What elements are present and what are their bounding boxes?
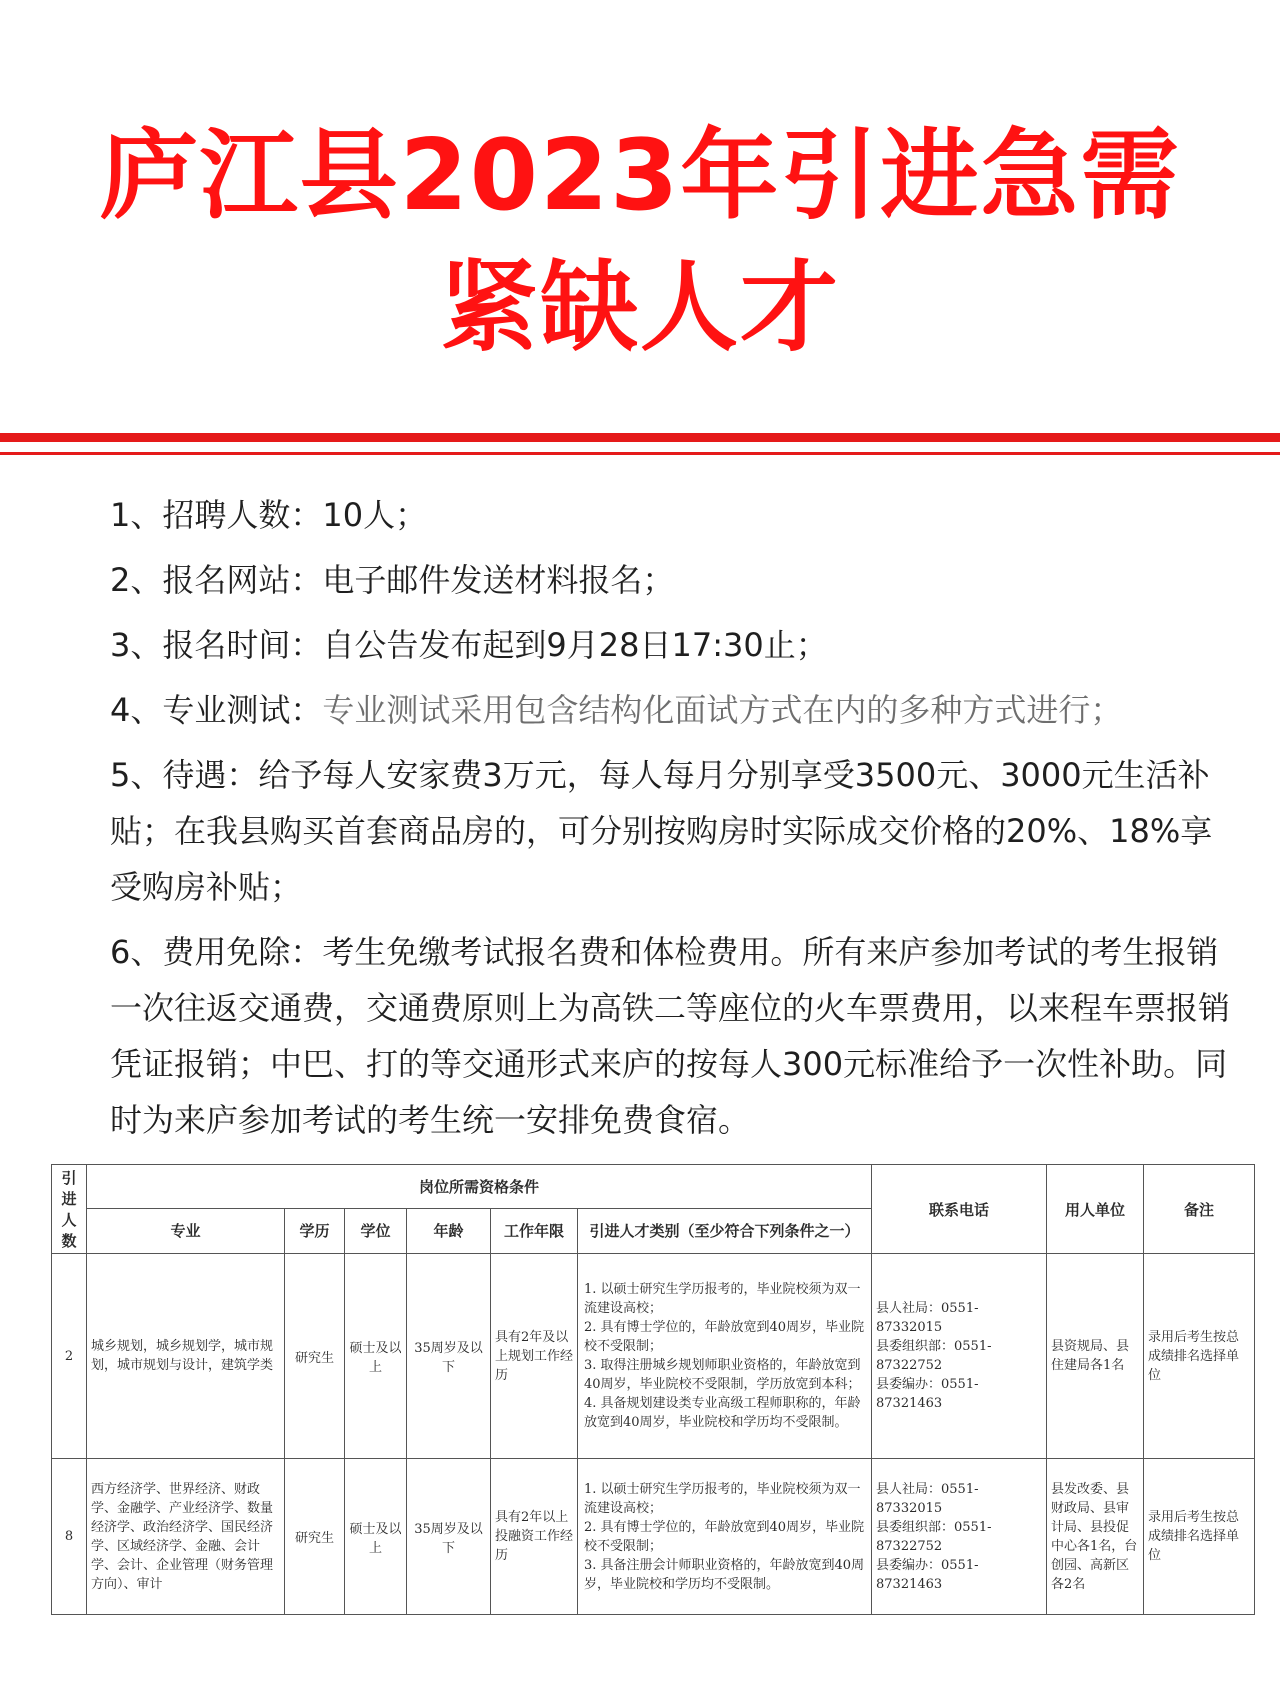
header-phone: 联系电话 (872, 1165, 1047, 1254)
category-line: 2. 具有博士学位的，年龄放宽到40周岁，毕业院校不受限制； (584, 1519, 865, 1554)
header-experience: 工作年限 (491, 1208, 578, 1253)
item-number: 3、 (110, 626, 163, 664)
phone-line: 县人社局：0551-87332015 (876, 1481, 979, 1516)
cell-age: 35周岁及以下 (407, 1459, 491, 1615)
item-text: 10人； (322, 496, 428, 534)
cell-major: 城乡规划，城乡规划学，城市规划，城市规划与设计，建筑学类 (87, 1254, 285, 1459)
info-item-test (110, 682, 1230, 738)
cell-experience: 具有2年及以上规划工作经历 (491, 1254, 578, 1459)
item-label: 报名网站： (162, 561, 323, 599)
item-number: 6、 (110, 933, 163, 971)
header-count: 引进人数 (52, 1165, 87, 1254)
phone-line: 县委组织部：0551-87322752 (876, 1519, 992, 1554)
item-label: 费用免除： (162, 933, 323, 971)
cell-major: 西方经济学、世界经济、财政学、金融学、产业经济学、数量经济学、政治经济学、国民经济学、区域经济学、金融、会计学、会计、企业管理（财务管理方向）、审计 (87, 1459, 285, 1615)
phone-line: 县委组织部：0551-87322752 (876, 1339, 992, 1373)
info-list (110, 487, 1230, 1157)
info-item-count (110, 487, 1230, 543)
title-line-1: 庐江县2023年引进急需 (99, 119, 1181, 233)
table-row (52, 1254, 1255, 1459)
header-divider-thick (0, 433, 1280, 442)
item-label: 报名时间： (162, 626, 323, 664)
info-item-website (110, 552, 1230, 608)
cell-category (578, 1254, 872, 1459)
header-age: 年龄 (407, 1208, 491, 1253)
category-line: 1. 以硕士研究生学历报考的，毕业院校须为双一流建设高校； (584, 1282, 861, 1316)
positions-table (51, 1164, 1255, 1615)
item-text: 自公告发布起到9月28日17:30止； (322, 626, 828, 664)
header-employer: 用人单位 (1047, 1165, 1144, 1254)
category-line: 1. 以硕士研究生学历报考的，毕业院校须为双一流建设高校； (584, 1481, 861, 1516)
item-text: 给予每人安家费3万元，每人每月分别享受3500元、3000元生活补贴；在我县购买首套商品房的，可分别按购房时实际成交价格的20%、18%享受购房补贴； (110, 756, 1213, 906)
header-conditions: 岗位所需资格条件 (87, 1165, 872, 1209)
cell-experience: 具有2年以上投融资工作经历 (491, 1459, 578, 1615)
header-education: 学历 (285, 1208, 345, 1253)
item-text: 专业测试采用包含结构化面试方式在内的多种方式进行； (322, 691, 1123, 729)
header-note: 备注 (1144, 1165, 1255, 1254)
title-line-2: 紧缺人才 (439, 251, 840, 365)
phone-line: 县人社局：0551-87332015 (876, 1301, 979, 1335)
cell-education: 研究生 (285, 1459, 345, 1615)
item-text: 考生免缴考试报名费和体检费用。所有来庐参加考试的考生报销一次往返交通费，交通费原则上为高铁二等座位的火车票费用，以来程车票报销凭证报销；中巴、打的等交通形式来庐的按每人300元标准给予一次性补助。同时为来庐参加考试的考生统一安排免费食宿。 (110, 933, 1231, 1139)
category-line: 3. 具备注册会计师职业资格的，年龄放宽到40周岁，毕业院校和学历均不受限制。 (584, 1557, 865, 1592)
item-number: 4、 (110, 691, 163, 729)
info-item-benefits (110, 747, 1230, 915)
item-label: 招聘人数： (162, 496, 323, 534)
page-title (0, 110, 1280, 374)
info-item-fees (110, 924, 1230, 1148)
cell-degree: 硕士及以上 (345, 1254, 407, 1459)
table-header-row (52, 1165, 1255, 1209)
phone-line: 县委编办：0551-87321463 (876, 1557, 979, 1592)
info-item-time (110, 617, 1230, 673)
header-category: 引进人才类别（至少符合下列条件之一） (578, 1208, 872, 1253)
cell-degree: 硕士及以上 (345, 1459, 407, 1615)
item-text: 电子邮件发送材料报名； (322, 561, 675, 599)
cell-phone (872, 1459, 1047, 1615)
header-divider-thin (0, 452, 1280, 455)
positions-table-wrapper (51, 1164, 1254, 1615)
cell-count: 8 (52, 1459, 87, 1615)
item-label: 专业测试： (162, 691, 323, 729)
cell-employer: 县发改委、县财政局、县审计局、县投促中心各1名，台创园、高新区各2名 (1047, 1459, 1144, 1615)
category-line: 3. 取得注册城乡规划师职业资格的，年龄放宽到40周岁，毕业院校不受限制，学历放宽到本科； (584, 1358, 861, 1392)
header-degree: 学位 (345, 1208, 407, 1253)
cell-employer: 县资规局、县住建局各1名 (1047, 1254, 1144, 1459)
cell-phone (872, 1254, 1047, 1459)
item-label: 待遇： (162, 756, 259, 794)
cell-note: 录用后考生按总成绩排名选择单位 (1144, 1459, 1255, 1615)
phone-line: 县委编办：0551-87321463 (876, 1377, 979, 1411)
table-row (52, 1459, 1255, 1615)
cell-count: 2 (52, 1254, 87, 1459)
category-line: 4. 具备规划建设类专业高级工程师职称的，年龄放宽到40周岁，毕业院校和学历均不受限制。 (584, 1396, 861, 1430)
header-major: 专业 (87, 1208, 285, 1253)
item-number: 5、 (110, 756, 163, 794)
item-number: 2、 (110, 561, 163, 599)
category-line: 2. 具有博士学位的，年龄放宽到40周岁，毕业院校不受限制； (584, 1320, 865, 1354)
cell-category (578, 1459, 872, 1615)
cell-age: 35周岁及以下 (407, 1254, 491, 1459)
cell-note: 录用后考生按总成绩排名选择单位 (1144, 1254, 1255, 1459)
item-number: 1、 (110, 496, 163, 534)
cell-education: 研究生 (285, 1254, 345, 1459)
